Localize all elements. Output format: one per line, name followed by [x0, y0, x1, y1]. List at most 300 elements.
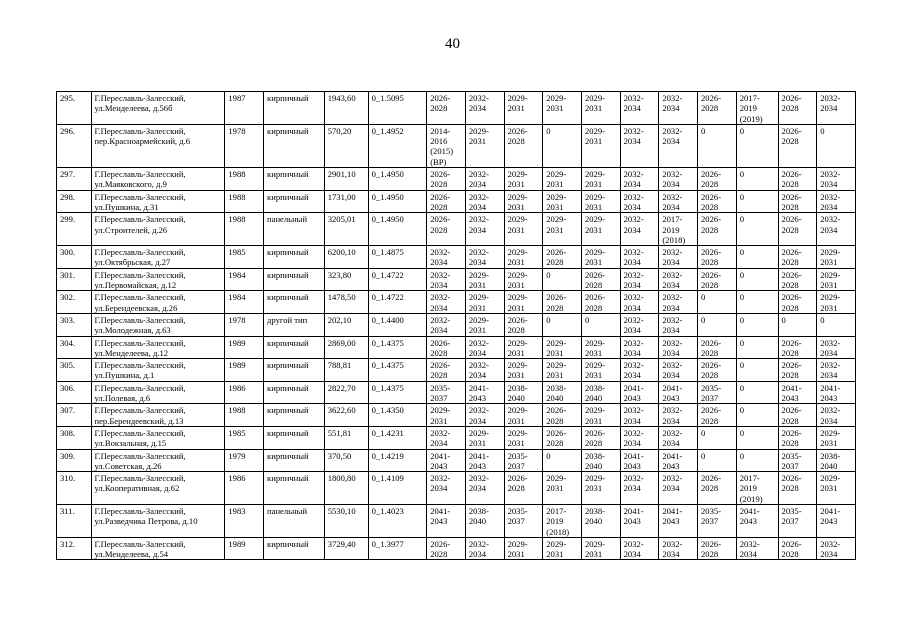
- table-cell: 2026- 2028: [581, 426, 620, 449]
- table-cell: 1983: [225, 504, 264, 537]
- table-cell: 2032- 2034: [620, 291, 659, 314]
- table-cell: 1978: [225, 313, 264, 336]
- address-cell: Г.Переславль-Залесский, ул.Маяковского, д.9: [91, 168, 225, 191]
- table-cell: 2032- 2034: [659, 426, 698, 449]
- table-cell: 2026- 2028: [698, 404, 737, 427]
- table-row: [57, 381, 856, 404]
- table-cell: 0: [736, 268, 778, 291]
- table-cell: 0: [778, 313, 817, 336]
- address-cell: Г.Переславль-Залесский, ул.Кооперативная, д.62: [91, 472, 225, 505]
- table-cell: 2035- 2037: [778, 504, 817, 537]
- row-number-cell: 299.: [57, 213, 92, 246]
- table-cell: 2026- 2028: [543, 426, 582, 449]
- table-cell: 2032- 2034: [620, 168, 659, 191]
- table-cell: 0_1.4375: [368, 381, 427, 404]
- table-cell: 2032- 2034: [620, 190, 659, 213]
- address-cell: Г.Переславль-Залесский, пер.Берендеевский, д.13: [91, 404, 225, 427]
- table-cell: 2029- 2031: [581, 359, 620, 382]
- table-cell: 2041- 2043: [427, 449, 466, 472]
- table-cell: 0: [543, 449, 582, 472]
- table-cell: 2029- 2031: [465, 426, 504, 449]
- table-cell: 2032- 2034: [620, 92, 659, 125]
- table-cell: кирпичный: [264, 246, 325, 269]
- table-cell: 0: [736, 168, 778, 191]
- address-cell: Г.Переславль-Залесский, ул.Разведчика Петрова, д.10: [91, 504, 225, 537]
- table-cell: 2026- 2028: [427, 359, 466, 382]
- table-cell: 3205,01: [324, 213, 368, 246]
- table-cell: 2029- 2031: [427, 404, 466, 427]
- table-cell: 1988: [225, 404, 264, 427]
- table-cell: 570,20: [324, 124, 368, 167]
- table-cell: 2032- 2034: [817, 213, 856, 246]
- table-cell: 2032- 2034: [817, 190, 856, 213]
- table-cell: 0_1.4722: [368, 268, 427, 291]
- row-number-cell: 296.: [57, 124, 92, 167]
- table-cell: 1985: [225, 246, 264, 269]
- row-number-cell: 302.: [57, 291, 92, 314]
- table-cell: 2026- 2028: [778, 190, 817, 213]
- row-number-cell: 311.: [57, 504, 92, 537]
- table-cell: кирпичный: [264, 359, 325, 382]
- table-cell: 2038- 2040: [581, 381, 620, 404]
- table-cell: 2032- 2034: [817, 92, 856, 125]
- address-cell: Г.Переславль-Залесский, пер.Красноармейский, д.6: [91, 124, 225, 167]
- table-cell: 2032- 2034: [817, 168, 856, 191]
- table-cell: 2029- 2031: [581, 404, 620, 427]
- table-cell: 2026- 2028: [427, 336, 466, 359]
- address-cell: Г.Переславль-Залесский, ул.Советская, д.26: [91, 449, 225, 472]
- table-cell: 2026- 2028: [543, 246, 582, 269]
- table-cell: 2032- 2034: [427, 313, 466, 336]
- table-cell: 2032- 2034: [659, 472, 698, 505]
- row-number-cell: 303.: [57, 313, 92, 336]
- row-number-cell: 310.: [57, 472, 92, 505]
- table-cell: 2041- 2043: [427, 504, 466, 537]
- table-cell: 2029- 2031: [504, 537, 543, 560]
- table-cell: 2017- 2019 (2019): [736, 92, 778, 125]
- table-cell: 2026- 2028: [698, 336, 737, 359]
- table-cell: 2026- 2028: [543, 291, 582, 314]
- table-cell: 2032- 2034: [659, 168, 698, 191]
- table-cell: 0_1.4375: [368, 359, 427, 382]
- table-cell: 2029- 2031: [543, 472, 582, 505]
- table-cell: кирпичный: [264, 190, 325, 213]
- table-cell: 2032- 2034: [659, 246, 698, 269]
- table-cell: 0: [736, 336, 778, 359]
- row-number-cell: 306.: [57, 381, 92, 404]
- table-cell: кирпичный: [264, 472, 325, 505]
- table-cell: 1800,80: [324, 472, 368, 505]
- table-cell: 0: [736, 426, 778, 449]
- table-cell: 1986: [225, 381, 264, 404]
- table-cell: 1988: [225, 190, 264, 213]
- table-cell: 2029- 2031: [581, 472, 620, 505]
- table-cell: 2029- 2031: [504, 426, 543, 449]
- table-cell: 2032- 2034: [465, 404, 504, 427]
- table-cell: 0: [817, 124, 856, 167]
- table-cell: 2032- 2034: [817, 336, 856, 359]
- address-cell: Г.Переславль-Залесский, ул.Менделеева, д.12: [91, 336, 225, 359]
- table-cell: 1984: [225, 268, 264, 291]
- table-cell: 2026- 2028: [778, 291, 817, 314]
- table-cell: 2026- 2028: [778, 426, 817, 449]
- row-number-cell: 300.: [57, 246, 92, 269]
- table-cell: 2029- 2031: [543, 168, 582, 191]
- table-cell: 0_1.4023: [368, 504, 427, 537]
- table-cell: 2026- 2028: [778, 404, 817, 427]
- table-cell: 2026- 2028: [698, 190, 737, 213]
- table-cell: 2032- 2034: [427, 426, 466, 449]
- table-cell: 0: [698, 124, 737, 167]
- table-cell: 2041- 2043: [465, 449, 504, 472]
- table-cell: 0: [698, 313, 737, 336]
- table-cell: 0: [543, 124, 582, 167]
- table-cell: 2032- 2034: [427, 472, 466, 505]
- row-number-cell: 312.: [57, 537, 92, 560]
- table-cell: 2026- 2028: [698, 213, 737, 246]
- table-cell: другой тип: [264, 313, 325, 336]
- table-cell: 551,81: [324, 426, 368, 449]
- table-cell: 2032- 2034: [465, 92, 504, 125]
- address-cell: Г.Переславль-Залесский, ул.Вокзальная, д.15: [91, 426, 225, 449]
- table-cell: 3729,40: [324, 537, 368, 560]
- table-cell: 0: [736, 291, 778, 314]
- table-cell: 2032- 2034: [620, 404, 659, 427]
- table-cell: 2032- 2034: [659, 268, 698, 291]
- table-cell: 0_1.4400: [368, 313, 427, 336]
- table-cell: 2029- 2031: [504, 359, 543, 382]
- table-cell: 202,10: [324, 313, 368, 336]
- table-cell: кирпичный: [264, 426, 325, 449]
- table-cell: 2032- 2034: [659, 404, 698, 427]
- table-cell: 2032- 2034: [465, 537, 504, 560]
- table-cell: 2029- 2031: [504, 246, 543, 269]
- table-cell: 2035- 2037: [778, 449, 817, 472]
- row-number-cell: 295.: [57, 92, 92, 125]
- table-cell: 2029- 2031: [581, 213, 620, 246]
- table-cell: 0_1.4219: [368, 449, 427, 472]
- table-cell: 0: [736, 359, 778, 382]
- table-cell: 2032- 2034: [736, 537, 778, 560]
- table-cell: 2026- 2028: [427, 190, 466, 213]
- table-cell: 2032- 2034: [817, 359, 856, 382]
- table-cell: 0_1.4109: [368, 472, 427, 505]
- table-cell: 2032- 2034: [465, 246, 504, 269]
- table-cell: 2026- 2028: [698, 268, 737, 291]
- table-cell: 0: [736, 124, 778, 167]
- table-body: [57, 92, 856, 560]
- row-number-cell: 297.: [57, 168, 92, 191]
- table-cell: 2035- 2037: [504, 504, 543, 537]
- address-cell: Г.Переславль-Залесский, ул.Менделеева, д.56б: [91, 92, 225, 125]
- table-cell: 1989: [225, 336, 264, 359]
- row-number-cell: 298.: [57, 190, 92, 213]
- table-cell: 2032- 2034: [620, 213, 659, 246]
- table-cell: 2032- 2034: [465, 359, 504, 382]
- table-cell: 2029- 2031: [465, 291, 504, 314]
- row-number-cell: 304.: [57, 336, 92, 359]
- table-cell: 2032- 2034: [659, 336, 698, 359]
- table-cell: 2029- 2031: [543, 92, 582, 125]
- table-cell: кирпичный: [264, 92, 325, 125]
- table-cell: 1989: [225, 359, 264, 382]
- table-row: [57, 291, 856, 314]
- table-row: [57, 426, 856, 449]
- row-number-cell: 309.: [57, 449, 92, 472]
- row-number-cell: 308.: [57, 426, 92, 449]
- page-number: 40: [445, 36, 460, 52]
- table-cell: 1731,00: [324, 190, 368, 213]
- table-cell: 2026- 2028: [581, 291, 620, 314]
- table-row: [57, 124, 856, 167]
- table-cell: 2026- 2028: [778, 268, 817, 291]
- table-cell: 0: [736, 213, 778, 246]
- table-cell: 2038- 2040: [543, 381, 582, 404]
- table-cell: 2026- 2028: [427, 168, 466, 191]
- table-cell: 1478,50: [324, 291, 368, 314]
- table-cell: 2822,70: [324, 381, 368, 404]
- table-cell: 2041- 2043: [620, 449, 659, 472]
- table-cell: 2029- 2031: [817, 472, 856, 505]
- table-cell: 2029- 2031: [543, 190, 582, 213]
- table-cell: 2026- 2028: [581, 268, 620, 291]
- table-cell: 2032- 2034: [620, 537, 659, 560]
- table-cell: 2032- 2034: [465, 190, 504, 213]
- address-cell: Г.Переславль-Залесский, ул.Полевая, д.6: [91, 381, 225, 404]
- table-cell: панельный: [264, 504, 325, 537]
- table-cell: 2901,10: [324, 168, 368, 191]
- table-cell: 2029- 2031: [504, 268, 543, 291]
- table-cell: 2038- 2040: [817, 449, 856, 472]
- table-cell: 1985: [225, 426, 264, 449]
- table-cell: 2029- 2031: [581, 190, 620, 213]
- table-cell: панельный: [264, 213, 325, 246]
- table-cell: 2038- 2040: [465, 504, 504, 537]
- address-cell: Г.Переславль-Залесский, ул.Берендеевская, д.26: [91, 291, 225, 314]
- table-row: [57, 404, 856, 427]
- table-cell: 1943,60: [324, 92, 368, 125]
- table-cell: 2026- 2028: [778, 168, 817, 191]
- table-cell: 0: [736, 190, 778, 213]
- table-cell: 2029- 2031: [543, 537, 582, 560]
- table-cell: 2026- 2028: [427, 92, 466, 125]
- table-row: [57, 472, 856, 505]
- table-cell: 0_1.4950: [368, 213, 427, 246]
- table-cell: 0_1.3977: [368, 537, 427, 560]
- table-row: [57, 537, 856, 560]
- table-cell: 2029- 2031: [465, 124, 504, 167]
- table-cell: кирпичный: [264, 449, 325, 472]
- table-cell: 2017- 2019 (2019): [736, 472, 778, 505]
- table-cell: 2029- 2031: [504, 404, 543, 427]
- address-cell: Г.Переславль-Залесский, ул.Молодежная, д.63: [91, 313, 225, 336]
- table-row: [57, 268, 856, 291]
- table-cell: 2026- 2028: [698, 246, 737, 269]
- table-cell: 2032- 2034: [620, 268, 659, 291]
- table-cell: 2026- 2028: [778, 472, 817, 505]
- table-cell: 2032- 2034: [659, 190, 698, 213]
- table-cell: 2029- 2031: [465, 268, 504, 291]
- table-cell: 2026- 2028: [778, 124, 817, 167]
- table-cell: 1988: [225, 168, 264, 191]
- table-cell: 2032- 2034: [620, 472, 659, 505]
- table-cell: 2026- 2028: [778, 213, 817, 246]
- table-cell: 2032- 2034: [427, 291, 466, 314]
- table-cell: 2041- 2043: [659, 381, 698, 404]
- table-cell: 2026- 2028: [427, 213, 466, 246]
- table-cell: 0: [817, 313, 856, 336]
- table-cell: 0_1.4350: [368, 404, 427, 427]
- table-cell: 323,80: [324, 268, 368, 291]
- table-cell: кирпичный: [264, 404, 325, 427]
- table-row: [57, 313, 856, 336]
- table-cell: 2029- 2031: [817, 291, 856, 314]
- housing-table: [56, 91, 856, 560]
- table-cell: 1986: [225, 472, 264, 505]
- table-cell: 1984: [225, 291, 264, 314]
- table-cell: 370,50: [324, 449, 368, 472]
- table-cell: 2026- 2028: [778, 246, 817, 269]
- table-cell: 2041- 2043: [736, 504, 778, 537]
- table-cell: 2038- 2040: [581, 449, 620, 472]
- table-cell: 2029- 2031: [581, 537, 620, 560]
- table-cell: 788,81: [324, 359, 368, 382]
- table-cell: 2032- 2034: [817, 404, 856, 427]
- table-row: [57, 92, 856, 125]
- table-cell: 2026- 2028: [698, 472, 737, 505]
- table-row: [57, 190, 856, 213]
- table-cell: 0: [581, 313, 620, 336]
- table-cell: 2029- 2031: [504, 336, 543, 359]
- table-cell: 2017- 2019 (2018): [659, 213, 698, 246]
- table-cell: 2026- 2028: [778, 336, 817, 359]
- table-cell: 0: [543, 313, 582, 336]
- table-cell: 1978: [225, 124, 264, 167]
- table-cell: 2029- 2031: [543, 359, 582, 382]
- table-cell: 2026- 2028: [778, 537, 817, 560]
- table-cell: 2035- 2037: [504, 449, 543, 472]
- table-row: [57, 168, 856, 191]
- table-cell: 6200,10: [324, 246, 368, 269]
- table-cell: 2014- 2016 (2015) (ВР): [427, 124, 466, 167]
- table-cell: 2032- 2034: [427, 268, 466, 291]
- table-row: [57, 504, 856, 537]
- table-cell: 0: [698, 449, 737, 472]
- table-cell: 2032- 2034: [659, 537, 698, 560]
- table-cell: 0: [736, 404, 778, 427]
- table-cell: 0_1.4950: [368, 190, 427, 213]
- table-cell: 2029- 2031: [465, 313, 504, 336]
- table-cell: 2041- 2043: [817, 381, 856, 404]
- table-cell: 2032- 2034: [620, 124, 659, 167]
- table-cell: 2026- 2028: [504, 124, 543, 167]
- table-cell: 2029- 2031: [581, 124, 620, 167]
- table-cell: 2026- 2028: [504, 472, 543, 505]
- table-row: [57, 213, 856, 246]
- address-cell: Г.Переславль-Залесский, ул.Первомайская, д.12: [91, 268, 225, 291]
- table-cell: кирпичный: [264, 381, 325, 404]
- table-cell: 2032- 2034: [427, 246, 466, 269]
- table-cell: 2035- 2037: [427, 381, 466, 404]
- table-cell: 2032- 2034: [465, 472, 504, 505]
- table-cell: 0: [736, 313, 778, 336]
- address-cell: Г.Переславль-Залесский, ул.Октябрьская, д.27: [91, 246, 225, 269]
- table-cell: 2032- 2034: [659, 291, 698, 314]
- table-row: [57, 449, 856, 472]
- table-cell: 0_1.4375: [368, 336, 427, 359]
- table-cell: 2041- 2043: [620, 504, 659, 537]
- table-cell: 2029- 2031: [817, 426, 856, 449]
- table-row: [57, 336, 856, 359]
- table-cell: 3622,60: [324, 404, 368, 427]
- table-cell: 2038- 2040: [504, 381, 543, 404]
- table-cell: 2029- 2031: [504, 92, 543, 125]
- table-cell: 5530,10: [324, 504, 368, 537]
- table-row: [57, 246, 856, 269]
- table-cell: 0: [698, 426, 737, 449]
- table-cell: 2029- 2031: [504, 168, 543, 191]
- table-cell: 2029- 2031: [543, 213, 582, 246]
- table-cell: кирпичный: [264, 268, 325, 291]
- address-cell: Г.Переславль-Залесский, ул.Пушкина, д.31: [91, 190, 225, 213]
- row-number-cell: 307.: [57, 404, 92, 427]
- table-cell: 2032- 2034: [659, 313, 698, 336]
- table-cell: 0: [698, 291, 737, 314]
- table-cell: 2026- 2028: [778, 359, 817, 382]
- table-cell: 0_1.4722: [368, 291, 427, 314]
- table-cell: 0_1.4952: [368, 124, 427, 167]
- table-cell: 2038- 2040: [581, 504, 620, 537]
- table-cell: 2032- 2034: [620, 359, 659, 382]
- table-cell: 2869,00: [324, 336, 368, 359]
- table-cell: 2026- 2028: [778, 92, 817, 125]
- table-cell: 2029- 2031: [581, 168, 620, 191]
- table-cell: 2041- 2043: [817, 504, 856, 537]
- table-cell: 2026- 2028: [427, 537, 466, 560]
- table-cell: 2035- 2037: [698, 504, 737, 537]
- table-cell: 2041- 2043: [659, 504, 698, 537]
- table-cell: 1979: [225, 449, 264, 472]
- table-cell: 2029- 2031: [817, 268, 856, 291]
- table-cell: кирпичный: [264, 291, 325, 314]
- address-cell: Г.Переславль-Залесский, ул.Строителей, д.26: [91, 213, 225, 246]
- table-cell: 2032- 2034: [465, 336, 504, 359]
- table-cell: 1988: [225, 213, 264, 246]
- table-cell: 2032- 2034: [620, 313, 659, 336]
- table-cell: кирпичный: [264, 124, 325, 167]
- table-cell: 2032- 2034: [659, 124, 698, 167]
- table-cell: 0: [736, 449, 778, 472]
- table-cell: 1989: [225, 537, 264, 560]
- table-cell: 2029- 2031: [504, 190, 543, 213]
- table-row: [57, 359, 856, 382]
- table-cell: 2017- 2019 (2018): [543, 504, 582, 537]
- table-cell: 2032- 2034: [817, 537, 856, 560]
- table-cell: 0_1.4875: [368, 246, 427, 269]
- table-cell: 2032- 2034: [620, 336, 659, 359]
- table-cell: 2041- 2043: [465, 381, 504, 404]
- table-cell: 2041- 2043: [778, 381, 817, 404]
- row-number-cell: 305.: [57, 359, 92, 382]
- table-cell: 2029- 2031: [817, 246, 856, 269]
- table-cell: 2032- 2034: [620, 426, 659, 449]
- table-cell: 2029- 2031: [581, 336, 620, 359]
- table-cell: 0: [736, 381, 778, 404]
- table-cell: 2026- 2028: [698, 92, 737, 125]
- table-cell: 2029- 2031: [504, 291, 543, 314]
- table-cell: 2032- 2034: [659, 359, 698, 382]
- table-cell: 2041- 2043: [659, 449, 698, 472]
